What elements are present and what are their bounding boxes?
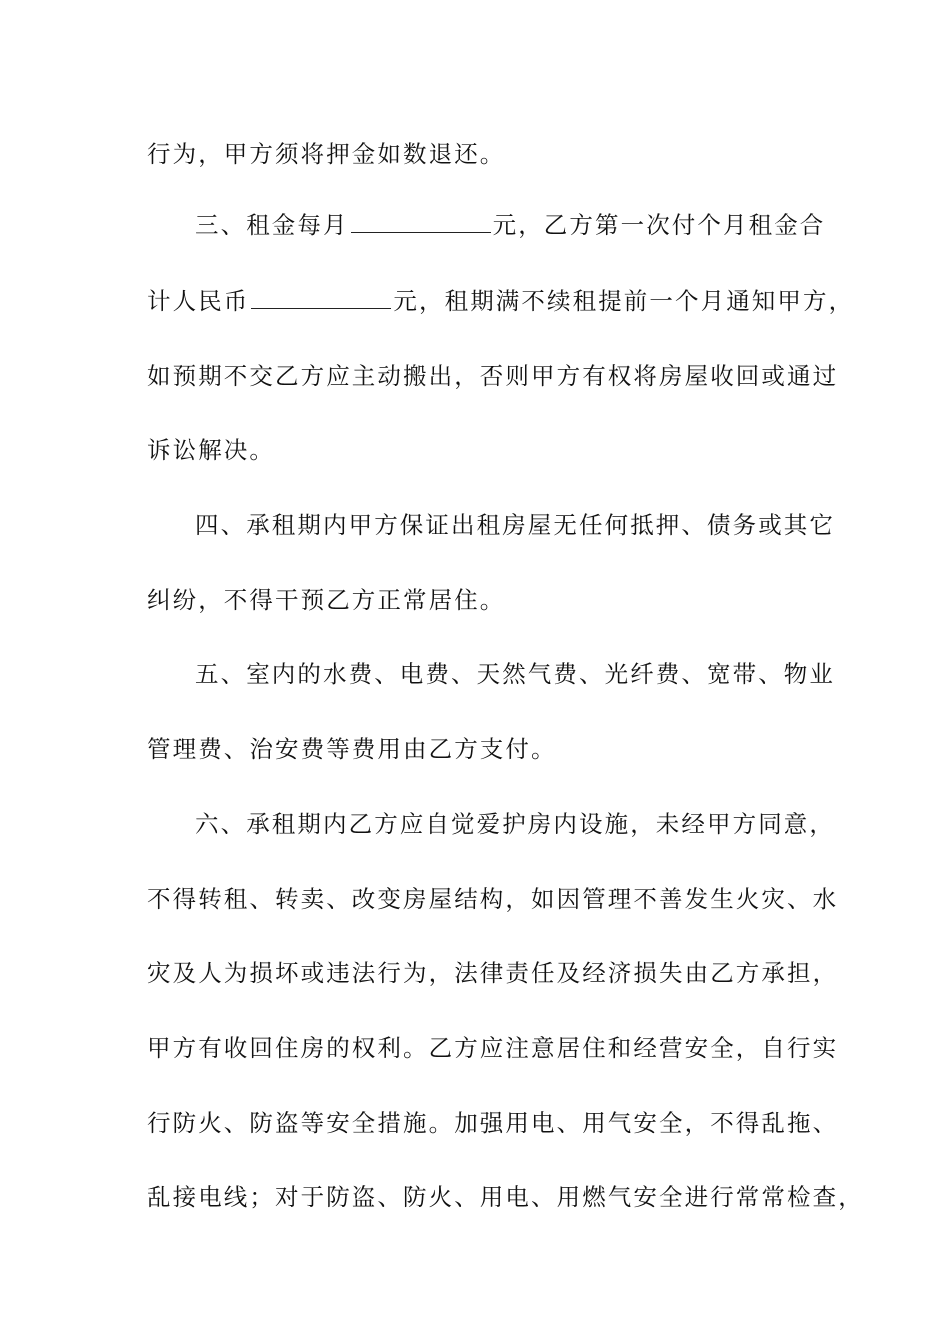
text-line [147,138,837,170]
text-line [195,808,885,840]
text-line [147,1181,864,1213]
text-line [195,209,885,241]
text-line [195,509,885,541]
line-text: 行防火、防盗等安全措施。加强用电、用气安全，不得乱拖、 [147,1109,839,1137]
line-text: 灾及人为损坏或违法行为，法律责任及经济损失由乙方承担， [147,959,839,987]
line-text: 甲方有收回住房的权利。乙方应注意居住和经营安全，自行实 [147,1034,839,1062]
fill-in-blank[interactable] [251,286,391,309]
text-line [147,434,837,466]
line-text: 管理费、治安费等费用由乙方支付。 [147,735,557,763]
line-text: 行为，甲方须将押金如数退还。 [147,140,506,168]
line-text: 元，租期满不续租提前一个月通知甲方， [393,287,855,315]
line-text: 计人民币 [147,287,250,315]
text-line [147,1107,837,1139]
text-line [147,957,837,989]
line-text: 元，乙方第一次付个月租金合 [492,211,826,239]
line-text: 三、租金每月 [195,211,349,239]
line-text: 纠纷，不得干预乙方正常居住。 [147,586,506,614]
line-text: 乱接电线；对于防盗、防火、用电、用燃气安全进行常常检查， [147,1183,864,1211]
line-text: 诉讼解决。 [147,436,275,464]
line-text: 如预期不交乙方应主动搬出，否则甲方有权将房屋收回或通过 [147,362,839,390]
fill-in-blank[interactable] [351,210,491,233]
text-line [147,883,837,915]
text-line [195,658,885,690]
line-text: 六、承租期内乙方应自觉爱护房内设施，未经甲方同意， [195,810,835,838]
line-text: 四、承租期内甲方保证出租房屋无任何抵押、债务或其它 [195,511,835,539]
text-line [147,733,837,765]
text-line [147,285,855,317]
line-text: 不得转租、转卖、改变房屋结构，如因管理不善发生火灾、水 [147,885,839,913]
text-line [147,1032,837,1064]
line-text: 五、室内的水费、电费、天然气费、光纤费、宽带、物业 [195,660,835,688]
text-line [147,584,837,616]
text-line [147,360,837,392]
